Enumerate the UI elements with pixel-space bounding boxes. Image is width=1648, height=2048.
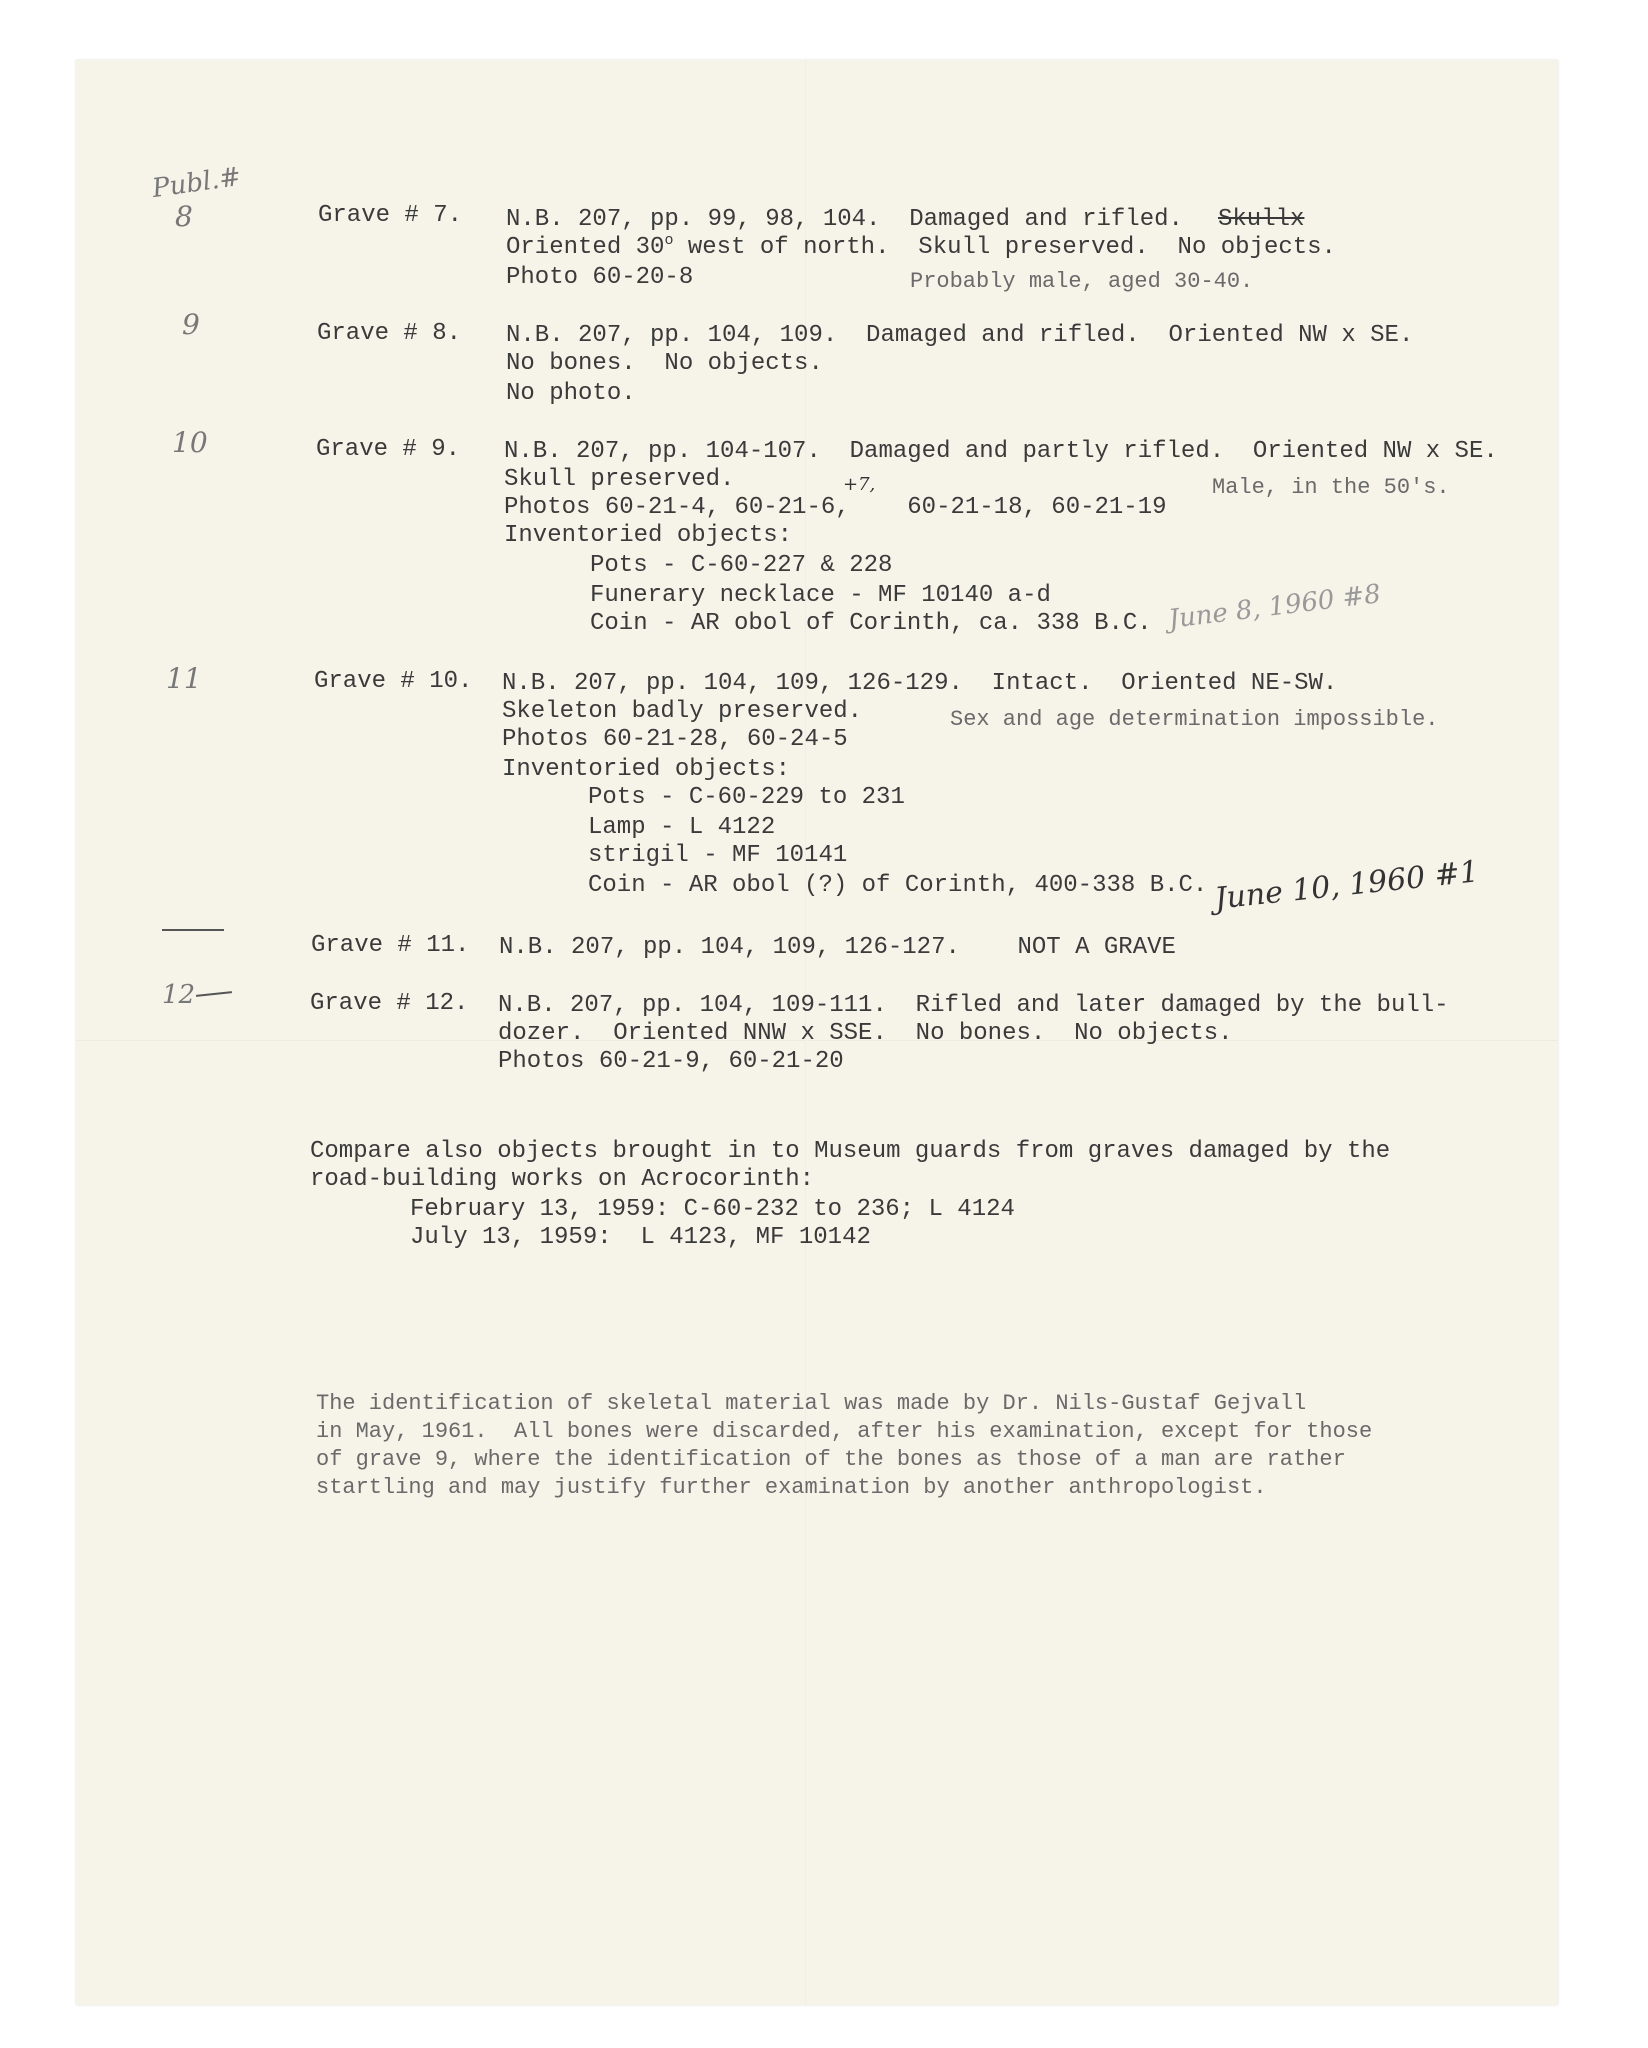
grave-10-line-1: N.B. 207, pp. 104, 109, 126-129. Intact. Oriented NE-SW. [502, 670, 1338, 697]
grave-10-line-4: Inventoried objects: [502, 756, 791, 783]
identification-line-2: in May, 1961. All bones were discarded, after his examination, except for those [316, 1419, 1373, 1444]
margin-number-8: 8 [175, 200, 193, 233]
grave-8-label: Grave # 8. [317, 320, 462, 347]
grave-8-line-3: No photo. [506, 380, 636, 407]
grave-10-line-8: Coin - AR obol (?) of Corinth, 400-338 B.C. [588, 872, 1208, 899]
grave-7-label: Grave # 7. [318, 202, 463, 229]
grave-7-line-2: Oriented 30$^o$ west of north. Skull preserved. No objects. [506, 232, 1336, 261]
grave-10-hand-note: June 10, 1960 #1 [1212, 854, 1481, 917]
grave-10-line-3: Photos 60-21-28, 60-24-5 [502, 726, 848, 753]
grave-10-line-2: Skeleton badly preserved. [502, 698, 863, 725]
grave-12-label: Grave # 12. [310, 990, 469, 1017]
grave-9-line-1: N.B. 207, pp. 104-107. Damaged and partly rifled. Oriented NW x SE. [504, 438, 1498, 465]
margin-number-12: 12 [162, 980, 196, 1010]
grave-9-hand-note: June 8, 1960 #8 [1166, 579, 1383, 635]
identification-line-4: startling and may justify further examination by another anthropologist. [316, 1475, 1267, 1500]
compare-line-1: Compare also objects brought in to Museum guards from graves damaged by the [310, 1138, 1391, 1165]
margin-number-9: 9 [182, 308, 200, 341]
compare-line-2: road-building works on Acrocorinth: [310, 1166, 815, 1193]
margin-number-11: 11 [166, 662, 202, 695]
grave-10-label: Grave # 10. [314, 668, 473, 695]
grave-7-line-1: N.B. 207, pp. 99, 98, 104. Damaged and rifled. [506, 206, 1183, 233]
grave-8-line-2: No bones. No objects. [506, 350, 823, 377]
grave-9-line-6: Funerary necklace - MF 10140 a-d [590, 582, 1051, 609]
grave-9-insert: +7, [843, 474, 876, 495]
margin-publ-label: Publ.# [150, 161, 243, 205]
grave-10-note: Sex and age determination impossible. [950, 707, 1439, 732]
grave-9-line-4: Inventoried objects: [504, 522, 793, 549]
grave-7-note: Probably male, aged 30-40. [910, 269, 1254, 294]
grave-12-line-2: dozer. Oriented NNW x SSE. No bones. No objects. [498, 1020, 1233, 1047]
grave-7-line-3: Photo 60-20-8 [506, 264, 694, 291]
grave-8-line-1: N.B. 207, pp. 104, 109. Damaged and rifled. Oriented NW x SE. [506, 322, 1414, 349]
grave-7-struck-text: Skullx [1218, 206, 1305, 233]
margin-dash [162, 929, 224, 931]
grave-9-line-5: Pots - C-60-227 & 228 [590, 552, 893, 579]
grave-9-label: Grave # 9. [316, 436, 461, 463]
grave-12-line-3: Photos 60-21-9, 60-21-20 [498, 1048, 844, 1075]
margin-number-10: 10 [172, 426, 208, 459]
grave-9-line-2: Skull preserved. [504, 466, 735, 493]
grave-11-line-1: N.B. 207, pp. 104, 109, 126-127. NOT A GRAVE [499, 934, 1176, 961]
grave-10-line-7: strigil - MF 10141 [588, 842, 848, 869]
compare-line-4: July 13, 1959: L 4123, MF 10142 [410, 1224, 871, 1251]
grave-12-line-1: N.B. 207, pp. 104, 109-111. Rifled and later damaged by the bull- [498, 992, 1449, 1019]
grave-9-line-7: Coin - AR obol of Corinth, ca. 338 B.C. [590, 610, 1152, 637]
compare-line-3: February 13, 1959: C-60-232 to 236; L 4124 [410, 1196, 1015, 1223]
identification-line-3: of grave 9, where the identification of the bones as those of a man are rather [316, 1447, 1346, 1472]
grave-10-line-5: Pots - C-60-229 to 231 [588, 784, 905, 811]
grave-9-note: Male, in the 50's. [1212, 475, 1450, 500]
grave-11-label: Grave # 11. [311, 932, 470, 959]
grave-9-line-3: Photos 60-21-4, 60-21-6, 60-21-18, 60-21-19 [504, 494, 1167, 521]
grave-10-line-6: Lamp - L 4122 [588, 814, 776, 841]
identification-line-1: The identification of skeletal material was made by Dr. Nils-Gustaf Gejvall [316, 1391, 1307, 1416]
